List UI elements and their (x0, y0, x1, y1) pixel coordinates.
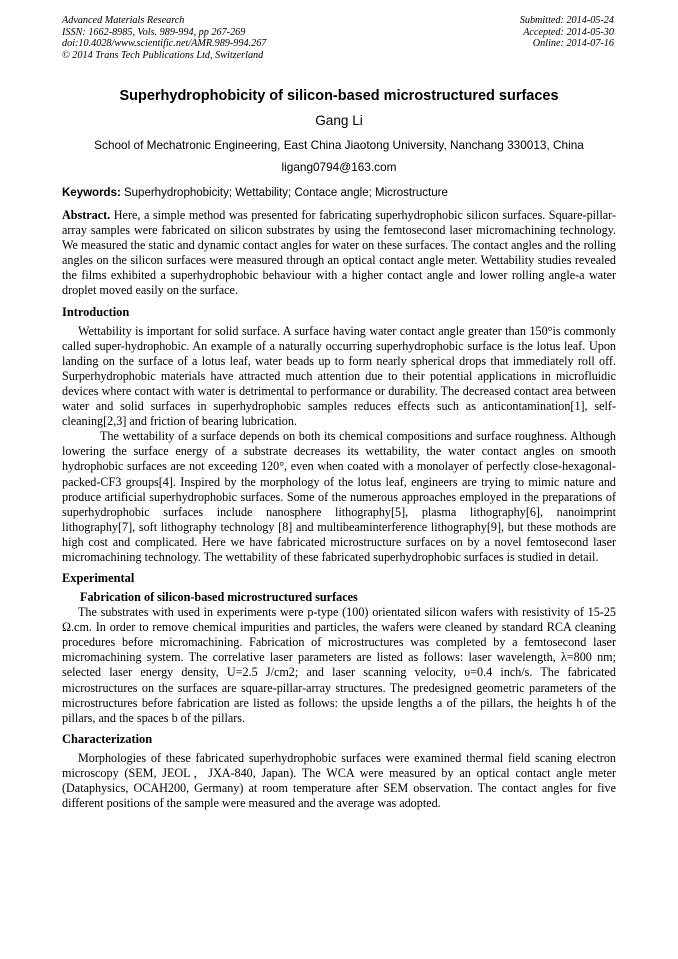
experimental-heading: Experimental (62, 571, 135, 586)
introduction-paragraph-2: The wettability of a surface depends on both its chemical compositions and surface roughness. Although lowering the surface energy of a substrate decreases its wettability, the water contact angles on smooth hydrophobic surfaces are not exceeding 120°, even when coated with a monolayer of perfectly close-hexagonal-packed-CF3 groups[4]. Inspired by the morphology of the lotus leaf, engineers are trying to mimic nature and produce artificial superhydrophobic surfaces. Some of the numerous approaches employed in the preparations of superhydrophobic surfaces include nanosphere lithography[5], plasma lithography[6], nanoimprint lithography[7], soft lithography technology [8] and multibeaminterference lithography[9], but these mothods are high cost and complicated. Here we have fabricated microstructure surfaces on by a novel femtosecond laser micromachining technology. The wettability of these fabricated superhydrophobic surfaces is studied in detail. (62, 429, 616, 564)
online-date: Online: 2014-07-16 (532, 38, 614, 50)
author-name: Gang Li (315, 113, 363, 128)
characterization-heading: Characterization (62, 731, 153, 746)
issn-line: ISSN: 1662-8985, Vols. 989-994, pp 267-269 (62, 26, 246, 38)
keywords-label: Keywords: (62, 187, 121, 199)
author-email: ligang0794@163.com (281, 160, 397, 174)
abstract (62, 208, 616, 299)
keywords (62, 186, 616, 200)
journal-header-left (62, 15, 266, 61)
fabrication-subheading: Fabrication of silicon-based microstructured surfaces (80, 590, 358, 605)
characterization-paragraph-1: Morphologies of these fabricated superhydrophobic surfaces were examined thermal field scaning electron microscopy (SEM, JEOL，JXA-840, Japan). The WCA were measured by an optical contact angle meter (Dataphysics, OCAH200, Germany) at room temperature after SEM observation. The contact angles for five different positions of the sample were measured and the average was adopted. (62, 750, 616, 811)
abstract-label: Abstract. (62, 208, 111, 222)
experimental-paragraph-1: The substrates with used in experiments were p-type (100) orientated silicon wafers with resistivity of 15-25 Ω.cm. In order to remove chemical impurities and particles, the wafers were cleaned by standard RCA cleaning procedures before micromachining. Fabrication of microstructures was completed by a femtosecond laser micromachining system. The correlative laser parameters are listed as follows: laser wavelength, λ=800 nm; selected laser energy density, U=2.5 J/cm2; and laser scanning velocity, υ=0.4 inch/s. The fabricated microstructures on the surfaces are square-pillar-array structures. The predesigned geometric parameters of the microstructures before fabrication are listed as follows: the upside lengths a of the pillars, the heights h of the pillars, and the spaces b of the pillars. (62, 605, 616, 725)
doi-line: doi:10.4028/www.scientific.net/AMR.989-994.267 (62, 38, 267, 50)
journal-header-right (520, 15, 614, 50)
paper-title: Superhydrophobicity of silicon-based microstructured surfaces (119, 88, 559, 104)
author-affiliation: School of Mechatronic Engineering, East China Jiaotong University, Nanchang 330013, China (94, 138, 584, 152)
journal-name: Advanced Materials Research (62, 15, 185, 26)
accepted-date: Accepted: 2014-05-30 (523, 26, 614, 38)
introduction-paragraph-1: Wettability is important for solid surface. A surface having water contact angle greater than 150°is commonly called super-hydrophobic. An example of a naturally occurring superhydrophobic surface is the lotus leaf. Upon landing on the surface of a lotus leaf, water beads up to form nearly spherical drops that immediately roll off. Surperhydrophobic materials have attracted much attention due to their potential applications in microfluidic devices where contact with water is detrimental to performance or durability. The decreased contact area between water and solid surfaces in superhydrophobic samples reduces effects such as anticontamination[1], self-cleaning[2,3] and friction of bearing lubrication. (62, 323, 616, 429)
abstract-text: Here, a simple method was presented for fabricating superhydrophobic silicon surfaces. Square-pillar-array samples were fabricated on silicon substrates by using the femtosecond laser micromachining technology. We measured the static and dynamic contact angles for water on these surfaces. The contact angles and the rolling angles on the silicon surfaces were measured through an optical contact angle meter. Wettability studies revealed the films exhibited a superhydrophobic behaviour with a higher contact angle and lower rolling angle-a water droplet moved easily on the surface. (62, 208, 616, 298)
copyright-line: © 2014 Trans Tech Publications Ltd, Switzerland (62, 49, 264, 61)
submitted-date: Submitted: 2014-05-24 (519, 15, 614, 26)
paper-body (62, 186, 616, 811)
keywords-text: Superhydrophobicity; Wettability; Contace angle; Microstructure (120, 187, 448, 199)
introduction-heading: Introduction (62, 304, 130, 319)
